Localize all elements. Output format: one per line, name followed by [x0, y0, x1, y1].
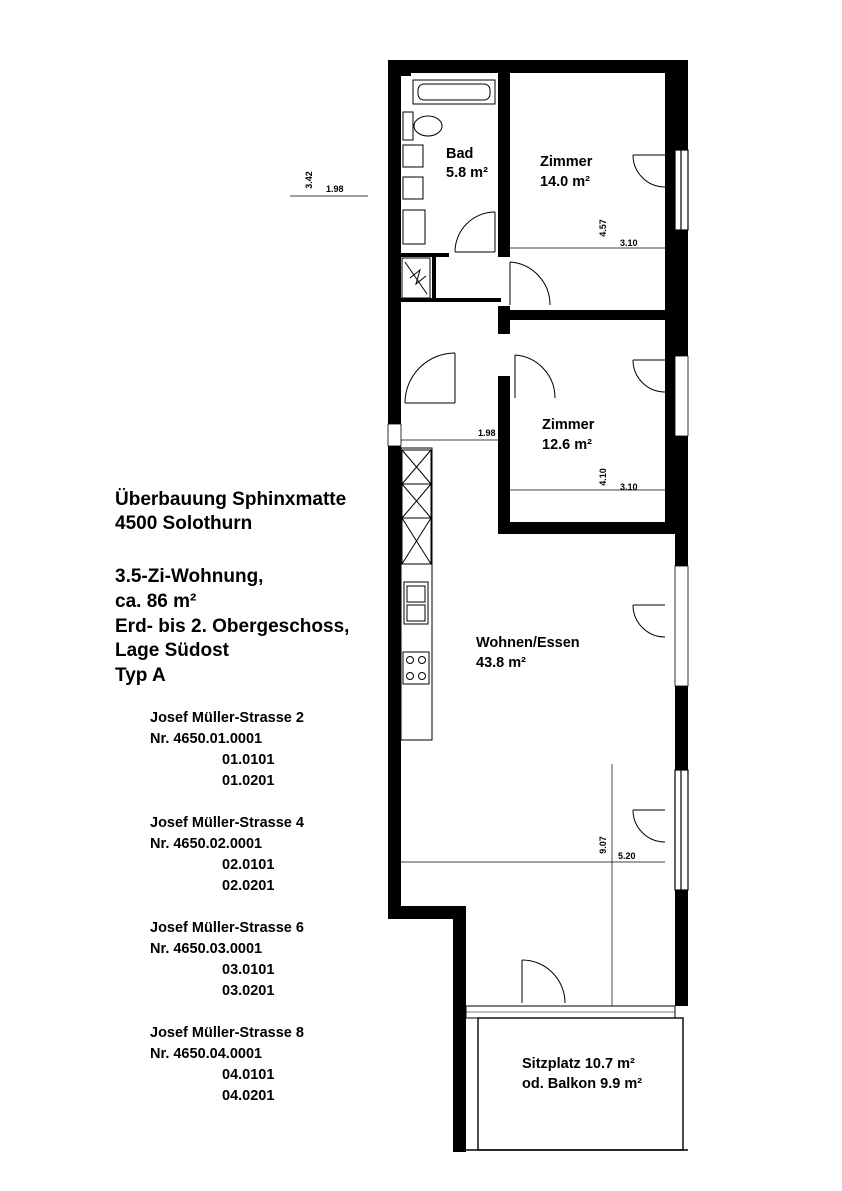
bathroom-fixtures [402, 80, 495, 298]
room-area-zimmer-2: 12.6 m² [542, 437, 592, 453]
address-nr: Nr. 4650.02.0001 [150, 836, 263, 852]
room-label-zimmer-2: Zimmer [542, 417, 595, 433]
project-name: Überbauung Sphinxmatte [115, 489, 347, 510]
address-unit: 04.0101 [222, 1067, 275, 1083]
address-unit: 01.0101 [222, 752, 275, 768]
doors [405, 155, 665, 1003]
room-label-bad: Bad [446, 146, 474, 162]
address-unit: 04.0201 [222, 1088, 275, 1104]
address-unit: 03.0101 [222, 962, 275, 978]
address-unit: 02.0101 [222, 857, 275, 873]
apartment-location: Lage Südost [115, 640, 230, 661]
dimension-zimmer1-depth: 4.57 [597, 219, 608, 237]
dimension-zimmer2-depth: 4.10 [597, 468, 608, 486]
balcony-label: od. Balkon 9.9 m² [522, 1076, 643, 1092]
dimension-wohnen-width: 5.20 [618, 851, 636, 861]
address-nr: Nr. 4650.01.0001 [150, 731, 263, 747]
address-nr: Nr. 4650.04.0001 [150, 1046, 263, 1062]
address-street: Josef Müller-Strasse 8 [150, 1025, 304, 1041]
room-area-zimmer-1: 14.0 m² [540, 174, 590, 190]
apartment-type: 3.5-Zi-Wohnung, [115, 566, 264, 587]
project-city: 4500 Solothurn [115, 513, 253, 534]
address-street: Josef Müller-Strasse 6 [150, 920, 304, 936]
apartment-area: ca. 86 m² [115, 591, 197, 612]
dimension-ref-horizontal: 1.98 [326, 184, 344, 194]
address-street: Josef Müller-Strasse 4 [150, 815, 304, 831]
room-label-zimmer-1: Zimmer [540, 154, 593, 170]
terrace-label: Sitzplatz 10.7 m² [522, 1056, 635, 1072]
room-area-wohnen: 43.8 m² [476, 655, 526, 671]
interior-walls [401, 68, 675, 534]
address-unit: 01.0201 [222, 773, 275, 789]
address-unit: 02.0201 [222, 878, 275, 894]
apartment-floors: Erd- bis 2. Obergeschoss, [115, 616, 350, 637]
address-unit: 03.0201 [222, 983, 275, 999]
apartment-variant: Typ A [115, 665, 166, 686]
kitchen [401, 448, 432, 740]
dimension-wohnen-depth: 9.07 [597, 836, 608, 854]
exterior-walls [388, 60, 688, 1152]
room-area-bad: 5.8 m² [446, 165, 488, 181]
address-street: Josef Müller-Strasse 2 [150, 710, 304, 726]
address-nr: Nr. 4650.03.0001 [150, 941, 263, 957]
room-label-wohnen: Wohnen/Essen [476, 635, 580, 651]
dimension-ref-vertical: 3.42 [303, 171, 314, 189]
dimension-zimmer1-width: 3.10 [620, 238, 638, 248]
dimension-zimmer2-width: 3.10 [620, 482, 638, 492]
dimension-corridor-width: 1.98 [478, 428, 496, 438]
